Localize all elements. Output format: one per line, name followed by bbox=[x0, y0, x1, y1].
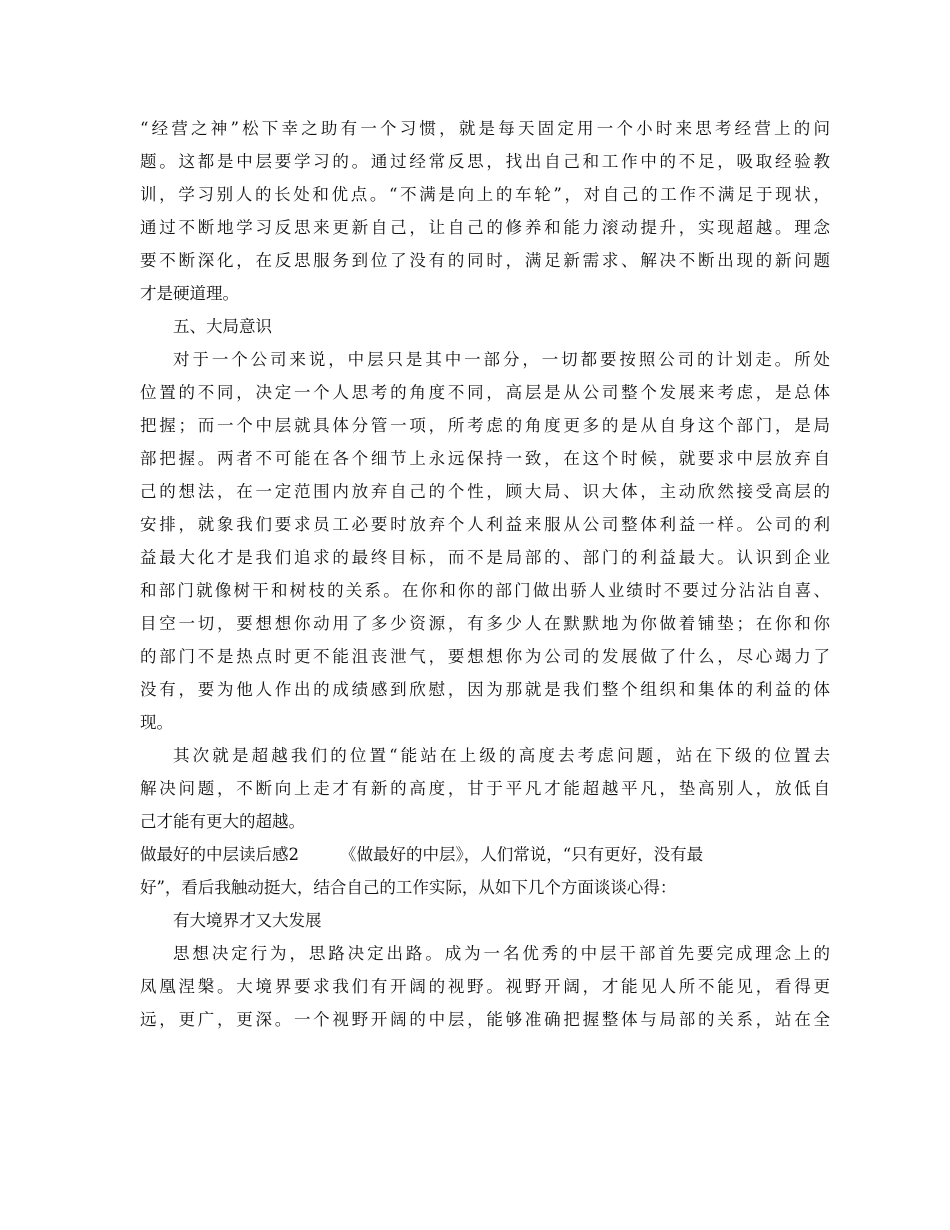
essay-title-line bbox=[140, 838, 830, 871]
text-line: 解决问题，不断向上走才有新的高度，甘于平凡才能超越平凡，垫高别人，放低自 bbox=[140, 779, 830, 798]
text-line: 把握；而一个中层就具体分管一项，所考虑的角度更多的是从自身这个部门，是局 bbox=[140, 416, 830, 435]
paragraph-1 bbox=[140, 112, 830, 310]
paragraph-2 bbox=[140, 343, 830, 739]
paragraph-3 bbox=[140, 739, 830, 838]
text-line: 其次就是超越我们的位置“能站在上级的高度去考虑问题，站在下级的位置去 bbox=[173, 746, 830, 765]
text-line: 位置的不同，决定一个人思考的角度不同，高层是从公司整个发展来考虑，是总体 bbox=[140, 383, 830, 402]
text-line: 和部门就像树干和树枝的关系。在你和你的部门做出骄人业绩时不要过分沾沾自喜、 bbox=[140, 581, 830, 600]
text-line: 好”，看后我触动挺大，结合自己的工作实际，从如下几个方面谈谈心得： bbox=[140, 878, 677, 897]
text-line: 己的想法，在一定范围内放弃自己的个性，顾大局、识大体，主动欣然接受高层的 bbox=[140, 482, 830, 501]
text-line: 部把握。两者不可能在各个细节上永远保持一致，在这个时候，就要求中层放弃自 bbox=[140, 449, 830, 468]
text-line: 题。这都是中层要学习的。通过经常反思，找出自己和工作中的不足，吸取经验教 bbox=[140, 152, 830, 171]
text-line: 远，更广，更深。一个视野开阔的中层，能够准确把握整体与局部的关系，站在全 bbox=[140, 1010, 830, 1029]
text-line: 对于一个公司来说，中层只是其中一部分，一切都要按照公司的计划走。所处 bbox=[173, 350, 830, 369]
text-line: 才是硬道理。 bbox=[140, 284, 239, 303]
text-line: 安排，就象我们要求员工必要时放弃个人利益来服从公司整体利益一样。公司的利 bbox=[140, 515, 830, 534]
text-line: 训，学习别人的长处和优点。“不满是向上的车轮”，对自己的工作不满足于现状， bbox=[140, 185, 830, 204]
document-page bbox=[140, 112, 830, 1036]
paragraph-5 bbox=[140, 937, 830, 1036]
text-line: 通过不断地学习反思来更新自己，让自己的修养和能力滚动提升，实现超越。理念 bbox=[140, 218, 830, 237]
text-line: 要不断深化，在反思服务到位了没有的同时，满足新需求、解决不断出现的新问题 bbox=[140, 251, 830, 270]
text-line: 的部门不是热点时更不能沮丧泄气，要想想你为公司的发展做了什么，尽心竭力了 bbox=[140, 647, 830, 666]
text-line: 思想决定行为，思路决定出路。成为一名优秀的中层干部首先要完成理念上的 bbox=[173, 944, 830, 963]
text-line: 益最大化才是我们追求的最终目标，而不是局部的、部门的利益最大。认识到企业 bbox=[140, 548, 830, 567]
text-line: 己才能有更大的超越。 bbox=[140, 812, 305, 831]
section-heading: 有大境界才又大发展 bbox=[173, 911, 322, 930]
section-heading-5: 五、大局意识 bbox=[173, 317, 272, 336]
text-line: 没有，要为他人作出的成绩感到欣慰，因为那就是我们整个组织和集体的利益的体 bbox=[140, 680, 830, 699]
text-line: 《做最好的中层》，人们常说，“只有更好，没有最 bbox=[340, 845, 704, 864]
text-line: 目空一切，要想想你动用了多少资源，有多少人在默默地为你做着铺垫；在你和你 bbox=[140, 614, 830, 633]
text-line: 现。 bbox=[140, 713, 173, 732]
text-line: 凤凰涅槃。大境界要求我们有开阔的视野。视野开阔，才能见人所不能见，看得更 bbox=[140, 977, 830, 996]
text-line: “经营之神”松下幸之助有一个习惯，就是每天固定用一个小时来思考经营上的问 bbox=[140, 119, 830, 138]
essay-title: 做最好的中层读后感2 bbox=[140, 845, 299, 864]
